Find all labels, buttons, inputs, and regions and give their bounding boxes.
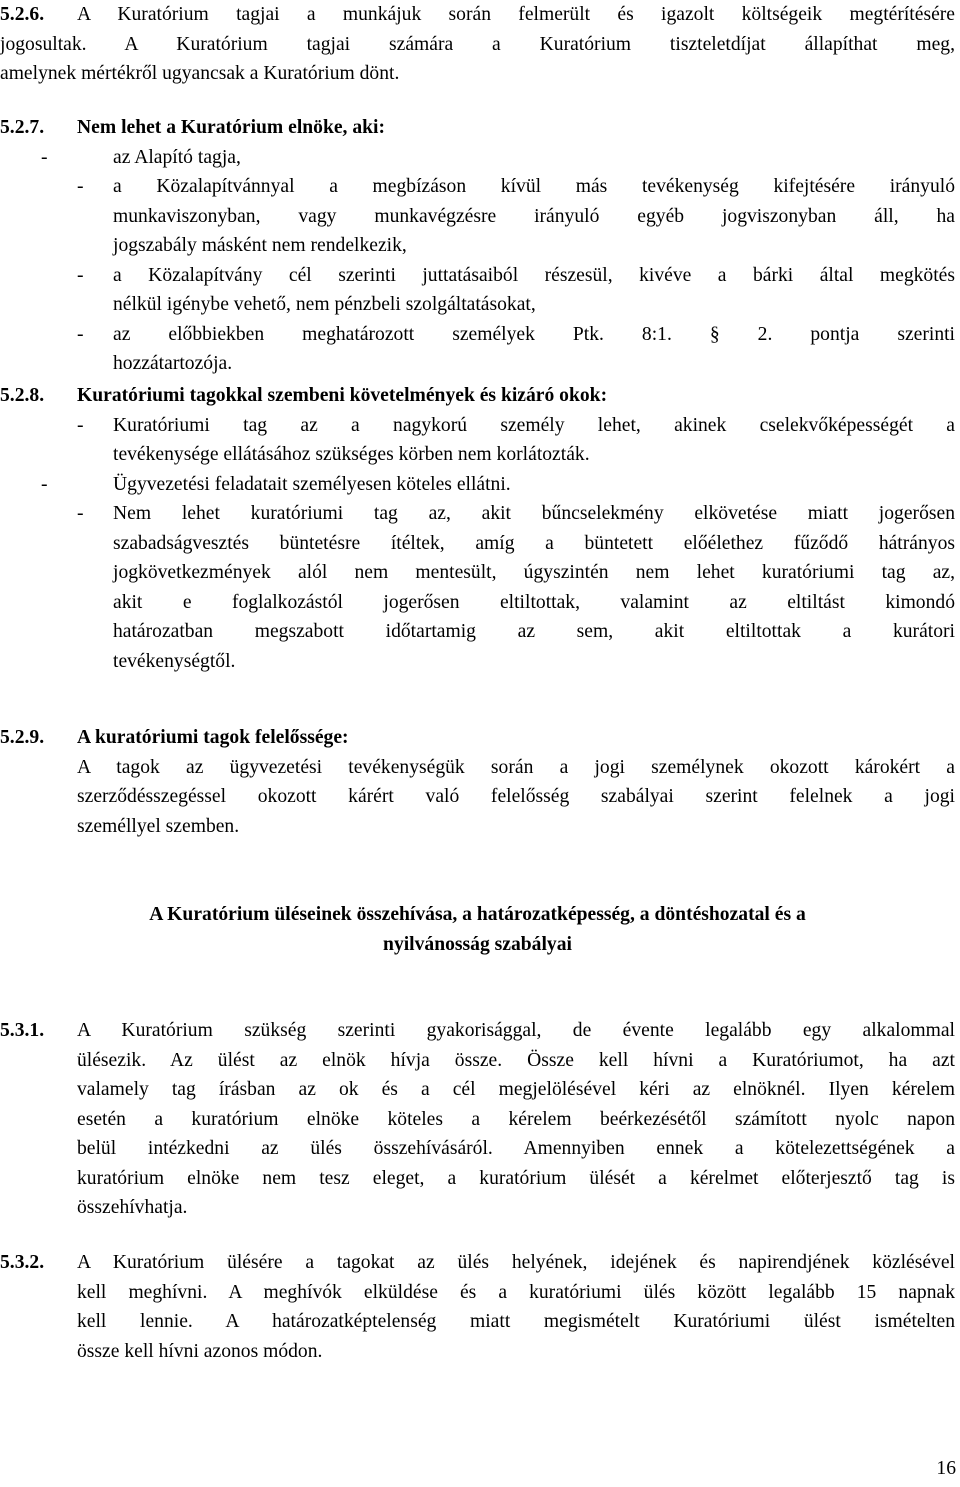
paragraph-line: kell lennie. A határozatképtelenség miatt megismételt Kuratóriumi ülést ismételten — [77, 1311, 955, 1332]
list-item-text: az előbbiekben meghatározott személyek Ptk. 8:1. § 2. pontja szerinti — [113, 323, 955, 345]
section-5-3-1 — [0, 1016, 955, 1223]
list-item-text: akit e foglalkozástól jogerősen eltiltottak, valamint az eltiltást kimondó — [113, 591, 955, 613]
paragraph-line: A Kuratórium ülésére a tagokat az ülés helyének, idejének és napirendjének közlésével — [77, 1252, 955, 1273]
paragraph-line: A tagok az ügyvezetési tevékenységük során a jogi személynek okozott károkért a — [77, 756, 955, 778]
dash-bullet: - — [77, 264, 84, 286]
paragraph-line: szerződésszegéssel okozott kárért való felelősség szabályai szerint felelnek a jogi — [77, 786, 955, 807]
list-item-text: az Alapító tagja, — [113, 146, 241, 168]
section-5-2-6 — [0, 0, 955, 89]
list-item — [41, 143, 955, 173]
section-number: 5.2.7. — [0, 117, 45, 138]
section-title: A kuratóriumi tagok felelőssége: — [77, 727, 349, 748]
list-item-text: nélkül igénybe vehető, nem pénzbeli szolgáltatásokat, — [113, 294, 536, 315]
list-item-text: jogkövetkezmények alól nem mentesült, úgyszintén nem lehet kuratóriumi tag az, — [113, 562, 955, 583]
paragraph-line: esetén a kuratórium elnöke köteles a kérelem beérkezésétől számított nyolc napon — [77, 1108, 955, 1130]
paragraph-line: belül intézkedni az ülés összehívásáról. Amennyiben ennek a kötelezettségének a — [77, 1138, 955, 1159]
list-item-text: Kuratóriumi tag az a nagykorú személy lehet, akinek cselekvőképességét a — [113, 414, 955, 436]
section-number: 5.3.1. — [0, 1020, 45, 1041]
section-5-3-2 — [0, 1248, 955, 1366]
section-number: 5.3.2. — [0, 1252, 45, 1273]
paragraph-line: személlyel szemben. — [77, 815, 240, 837]
list-item-text: a Közalapítvány cél szerinti juttatásaiból részesül, kivéve a bárki által megkötés — [113, 264, 955, 286]
list-item-text: a Közalapítvánnyal a megbízáson kívül más tevékenység kifejtésére irányuló — [113, 176, 955, 197]
paragraph-line: összehívhatja. — [77, 1197, 188, 1218]
section-5-2-8 — [0, 381, 955, 676]
page-number: 16 — [936, 1458, 956, 1479]
section-5-2-7 — [0, 113, 955, 379]
paragraph-line: össze kell hívni azonos módon. — [77, 1340, 323, 1362]
paragraph-line: valamely tag írásban az ok és a cél megjelölésével kéri az elnöknél. Ilyen kérelem — [77, 1079, 955, 1100]
section-number: 5.2.6. — [0, 4, 45, 25]
dash-bullet: - — [41, 146, 48, 168]
paragraph-line: amelynek mértékről ugyancsak a Kuratórium dönt. — [0, 63, 400, 84]
list-item — [77, 320, 955, 379]
dash-bullet: - — [77, 323, 84, 345]
paragraph-line: A Kuratórium tagjai a munkájuk során felmerült és igazolt költségeik megtérítésére — [77, 4, 955, 25]
list-item-text: munkaviszonyban, vagy munkavégzésre irányuló egyéb jogviszonyban áll, ha — [113, 205, 955, 227]
paragraph-line: A Kuratórium szükség szerinti gyakorisággal, de évente legalább egy alkalommal — [77, 1020, 955, 1041]
list-item-text: tevékenységtől. — [113, 650, 236, 672]
dash-bullet: - — [77, 176, 84, 197]
paragraph-line: kuratórium elnöke nem tesz eleget, a kuratórium ülését a kérelmet előterjesztő tag is — [77, 1167, 955, 1189]
section-number: 5.2.9. — [0, 727, 45, 748]
section-5-2-9 — [0, 723, 955, 841]
section-heading — [0, 900, 955, 959]
list-item-text: hozzátartozója. — [113, 353, 233, 374]
paragraph-line: kell meghívni. A meghívók elküldése és a kuratóriumi ülés között legalább 15 napnak — [77, 1281, 955, 1303]
dash-bullet: - — [77, 503, 84, 524]
section-title: Nem lehet a Kuratórium elnöke, aki: — [77, 117, 386, 138]
dash-bullet: - — [77, 414, 84, 436]
list-item — [77, 172, 955, 261]
list-item-text: tevékenysége ellátásához szükséges körben nem korlátozták. — [113, 444, 590, 465]
list-item-text: Ügyvezetési feladatait személyesen köteles ellátni. — [113, 473, 511, 495]
paragraph-line: ülésezik. Az ülést az elnök hívja össze. Össze kell hívni a Kuratóriumot, ha azt — [77, 1049, 955, 1071]
section-number: 5.2.8. — [0, 385, 45, 406]
list-item-text: szabadságvesztés büntetésre ítéltek, amíg a büntetett előélethez fűződő hátrányos — [113, 532, 955, 554]
dash-bullet: - — [41, 473, 48, 495]
list-item-text: jogszabály másként nem rendelkezik, — [113, 235, 407, 256]
list-item — [77, 261, 955, 320]
list-item-text: határozatban megszabott időtartamig az sem, akit eltiltottak a kurátori — [113, 621, 955, 642]
heading-line: A Kuratórium üléseinek összehívása, a határozatképesség, a döntéshozatal és a — [149, 904, 806, 925]
list-item — [77, 499, 955, 676]
heading-line: nyilvánosság szabályai — [383, 933, 572, 955]
section-title: Kuratóriumi tagokkal szembeni követelmények és kizáró okok: — [77, 385, 608, 406]
list-item — [41, 470, 955, 500]
list-item-text: Nem lehet kuratóriumi tag az, akit bűncselekmény elkövetése miatt jogerősen — [113, 503, 955, 524]
paragraph-line: jogosultak. A Kuratórium tagjai számára a Kuratórium tiszteletdíjat állapíthat meg, — [0, 33, 955, 55]
list-item — [77, 411, 955, 470]
